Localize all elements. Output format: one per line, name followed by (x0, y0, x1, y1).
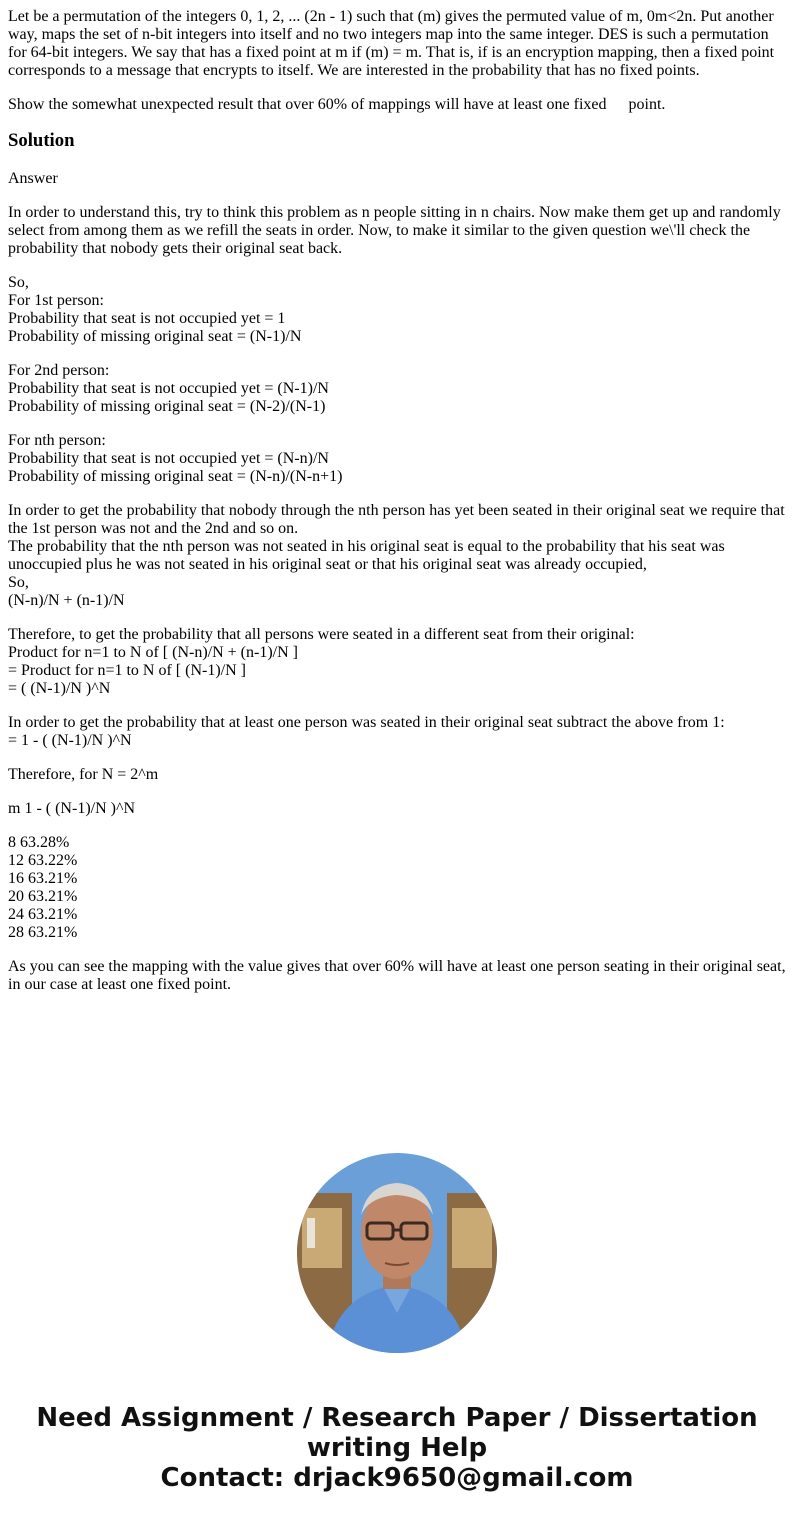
answer-block-2nd-person (8, 362, 788, 416)
table-row: 8 63.28% (8, 834, 70, 851)
answer-line: = ( (N-1)/N )^N (8, 680, 111, 697)
answer-line: The probability that the nth person was not seated in his original seat is equal to the probability that his seat was unoccupied plus he was not seated in his original seat or that his original seat was already occupied, (8, 538, 725, 573)
answer-line: Probability that seat is not occupied yet = (N-1)/N (8, 380, 329, 397)
answer-block-n-equals (8, 766, 788, 784)
table-row: 12 63.22% (8, 852, 78, 869)
answer-line: Probability that seat is not occupied yet = 1 (8, 310, 286, 327)
solution-heading: Solution (8, 130, 75, 151)
answer-block-1st-person (8, 274, 788, 346)
question-prompt (8, 96, 788, 114)
table-row: 28 63.21% (8, 924, 78, 941)
answer-line: So, (8, 574, 29, 591)
cta-contact-email: Contact: drjack9650@gmail.com (160, 1463, 634, 1493)
cta-line-1: Need Assignment / Research Paper / Dissertation (36, 1403, 758, 1433)
answer-line: (N-n)/N + (n-1)/N (8, 592, 125, 609)
answer-line: Probability of missing original seat = (N-2)/(N-1) (8, 398, 326, 415)
answer-line: Probability of missing original seat = (N-n)/(N-n+1) (8, 468, 343, 485)
answer-line: In order to get the probability that nobody through the nth person has yet been seated in their original seat we require that the 1st person was not and the 2nd and so on. (8, 502, 785, 537)
author-photo-illustration (297, 1153, 497, 1353)
answer-block-complement (8, 714, 788, 750)
question-prompt-part2: point. (628, 96, 666, 113)
table-header-row: m 1 - ( (N-1)/N )^N (8, 800, 136, 817)
answer-block-reasoning (8, 502, 788, 610)
answer-line: For 2nd person: (8, 362, 110, 379)
answer-line: = Product for n=1 to N of [ (N-1)/N ] (8, 662, 246, 679)
table-row: 20 63.21% (8, 888, 78, 905)
table-row: 16 63.21% (8, 870, 78, 887)
answer-line: Probability that seat is not occupied yet = (N-n)/N (8, 450, 329, 467)
answer-line: In order to get the probability that at least one person was seated in their original seat subtract the above from 1: (8, 714, 725, 731)
answer-line: For nth person: (8, 432, 106, 449)
cta-line-2: writing Help (306, 1433, 488, 1463)
contact-banner (0, 1403, 794, 1493)
answer-line: = 1 - ( (N-1)/N )^N (8, 732, 132, 749)
answer-block-nth-person (8, 432, 788, 486)
answer-line: So, (8, 274, 29, 291)
table-row: 24 63.21% (8, 906, 78, 923)
author-photo (297, 1153, 497, 1353)
answer-block-product (8, 626, 788, 698)
answer-line: For 1st person: (8, 292, 104, 309)
answer-line: Probability of missing original seat = (N-1)/N (8, 328, 302, 345)
question-paragraph: Let be a permutation of the integers 0, 1, 2, ... (2n - 1) such that (m) gives the permuted value of m, 0m<2n. Put another way, maps the set of n-bit integers into itself and no two integers map into the same integer. DES is such a permutation for 64-bit integers. We say that has a fixed point at m if (m) = m. That is, if is an encryption mapping, then a fixed point corresponds to a message that encrypts to itself. We are interested in the probability that has no fixed points. (8, 8, 775, 79)
question-prompt-part1: Show the somewhat unexpected result that over 60% of mappings will have at least one fixed (8, 96, 607, 113)
answer-label: Answer (8, 170, 58, 187)
answer-line: Therefore, to get the probability that all persons were seated in a different seat from their original: (8, 626, 635, 643)
answer-line: Product for n=1 to N of [ (N-n)/N + (n-1)/N ] (8, 644, 298, 661)
answer-conclusion: As you can see the mapping with the value gives that over 60% will have at least one person seating in their original seat, in our case at least one fixed point. (8, 958, 786, 993)
results-table-header (8, 800, 788, 818)
results-table (8, 834, 788, 942)
answer-intro: In order to understand this, try to think this problem as n people sitting in n chairs. Now make them get up and randomly select from among them as we refill the seats in order. Now, to make it similar to the given question we\'ll check the probability that nobody gets their original seat back. (8, 204, 781, 257)
document-body (8, 8, 788, 1010)
answer-line: Therefore, for N = 2^m (8, 766, 159, 783)
